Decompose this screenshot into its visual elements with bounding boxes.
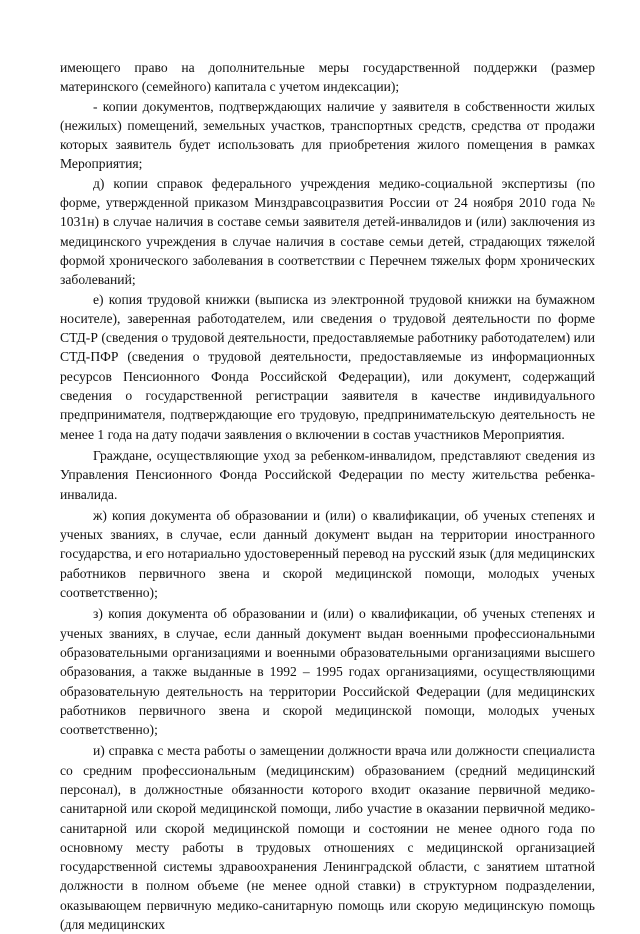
- paragraph-item-i: и) справка с места работы о замещении должности врача или должности специалиста со средним профессиональным (медицинским) образованием (средний медицинский персонал), в должностные обязанности которого входит оказание первичной медико-санитарной или скорой медицинской помощи, либо участие в оказании первичной медико-санитарной или скорой медицинской помощи и состоянии не менее одного года по основному месту работы в трудовых отношениях с медицинской организацией государственной системы здравоохранения Ленинградской области, с занятием штатной должности в полном объеме (не менее одной ставки) в структурном подразделении, оказывающем первичную медико-санитарную помощь или скорую медицинскую помощь (для медицинских: [60, 743, 595, 933]
- paragraph-item-z: з) копия документа об образовании и (или) о квалификации, об ученых степенях и ученых званиях, в случае, если данный документ выдан военными профессиональными образовательными организациями и военными образовательными организациями высшего образования, а также выданные в 1992 – 1995 годах организациями, осуществляющими образовательную деятельность на территории Российской Федерации (для медицинских работников первичного звена и скорой медицинской помощи, молодых ученых соответственно);: [60, 606, 595, 738]
- paragraph-item-e: е) копия трудовой книжки (выписка из электронной трудовой книжки на бумажном носителе), заверенная работодателем, или сведения о трудовой деятельности по форме СТД-Р (сведения о трудовой деятельности, предоставляемые работнику работодателем) или СТД-ПФР (сведения о трудовой деятельности, предоставляемые из информационных ресурсов Пенсионного Фонда Российской Федерации), или документ, содержащий сведения о государственной регистрации заявителя в качестве индивидуального предпринимателя, подтверждающие его трудовую, предпринимательскую деятельность не менее 1 года на дату подачи заявления о включении в состав участников Мероприятия.: [60, 291, 595, 442]
- paragraph-item-d: д) копии справок федерального учреждения медико-социальной экспертизы (по форме, утвержденной приказом Минздравсоцразвития России от 24 ноября 2010 года № 1031н) в случае наличия в составе семьи заявителя детей-инвалидов и (или) заключения из медицинского учреждения в случае наличия в составе семьи детей, страдающих тяжелой формой хронического заболевания в соответствии с Перечнем тяжелых форм хронических заболеваний;: [60, 175, 595, 288]
- paragraph-item-zh: ж) копия документа об образовании и (или) о квалификации, об ученых степенях и ученых званиях, в случае, если данный документ выдан на территории иностранного государства, и его нотариально удостоверенный перевод на русский язык (для медицинских работников первичного звена и скорой медицинской помощи, молодых ученых соответственно);: [60, 507, 595, 601]
- document-page: [60, 58, 595, 934]
- paragraph-continuation: имеющего право на дополнительные меры государственной поддержки (размер материнского (семейного) капитала с учетом индексации);: [60, 60, 595, 95]
- paragraph-caregivers: Граждане, осуществляющие уход за ребенком-инвалидом, представляют сведения из Управления Пенсионного Фонда Российской Федерации по месту жительства ребенка-инвалида.: [60, 447, 595, 502]
- paragraph-property-documents: - копии документов, подтверждающих наличие у заявителя в собственности жилых (нежилых) помещений, земельных участков, транспортных средств, средства от продажи которых заявитель будет использовать для приобретения жилого помещения в рамках Мероприятия;: [60, 98, 595, 172]
